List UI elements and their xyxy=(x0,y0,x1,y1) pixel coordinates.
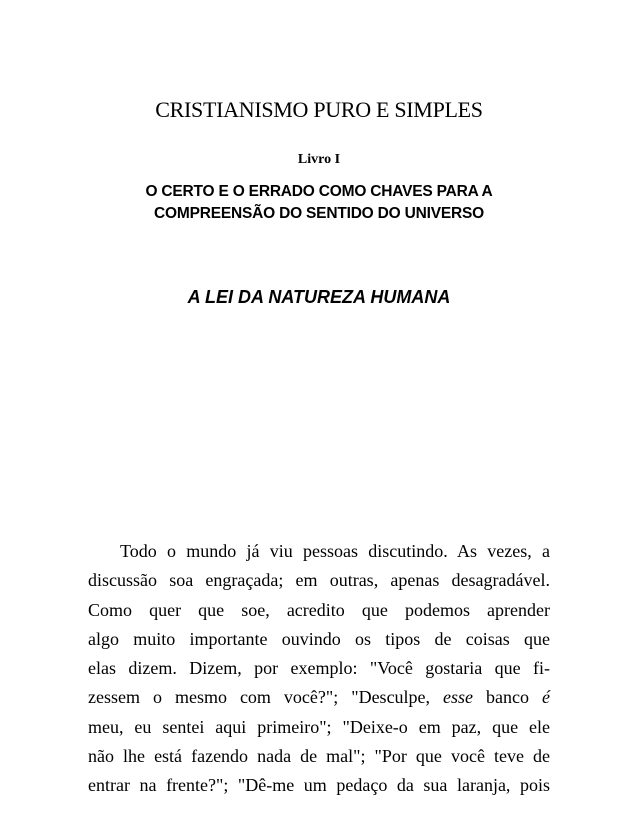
emphasis-word: é xyxy=(542,687,550,708)
paragraph-line: Todo o mundo já viu pessoas discutindo. As vezes, a xyxy=(120,541,550,561)
paragraph-line: entrar na frente?"; "Dê-me um pedaço da sua laranja, pois xyxy=(88,775,550,796)
book-label: Livro I xyxy=(297,152,341,167)
paragraph-line: meu, eu sentei aqui primeiro"; "Deixe-o em paz, que ele xyxy=(88,716,550,737)
paragraph-line: não lhe está fazendo nada de mal"; "Por que você teve de xyxy=(88,746,550,767)
section-title-line: COMPREENSÃO DO SENTIDO DO UNIVERSO xyxy=(154,205,484,222)
paragraph-line-text: banco xyxy=(473,687,542,708)
paragraph-line-text: zessem o mesmo com você?"; "Desculpe, xyxy=(88,687,444,708)
section-title-line: O CERTO E O ERRADO COMO CHAVES PARA A xyxy=(145,183,493,200)
chapter-title: A LEI DA NATUREZA HUMANA xyxy=(187,287,451,307)
emphasis-word: esse xyxy=(443,687,474,708)
paragraph-line: algo muito importante ouvindo os tipos de coisas que xyxy=(88,628,550,649)
paragraph-line xyxy=(88,683,550,712)
section-title xyxy=(60,181,578,225)
book-title: CRISTIANISMO PURO E SIMPLES xyxy=(155,97,483,122)
paragraph-line: elas dizem. Dizem, por exemplo: "Você gostaria que fi- xyxy=(88,658,550,679)
paragraph-line: discussão soa engraçada; em outras, apenas desagradável. xyxy=(88,570,550,591)
body-paragraph xyxy=(88,537,550,801)
paragraph-line: Como quer que soe, acredito que podemos aprender xyxy=(88,599,550,620)
